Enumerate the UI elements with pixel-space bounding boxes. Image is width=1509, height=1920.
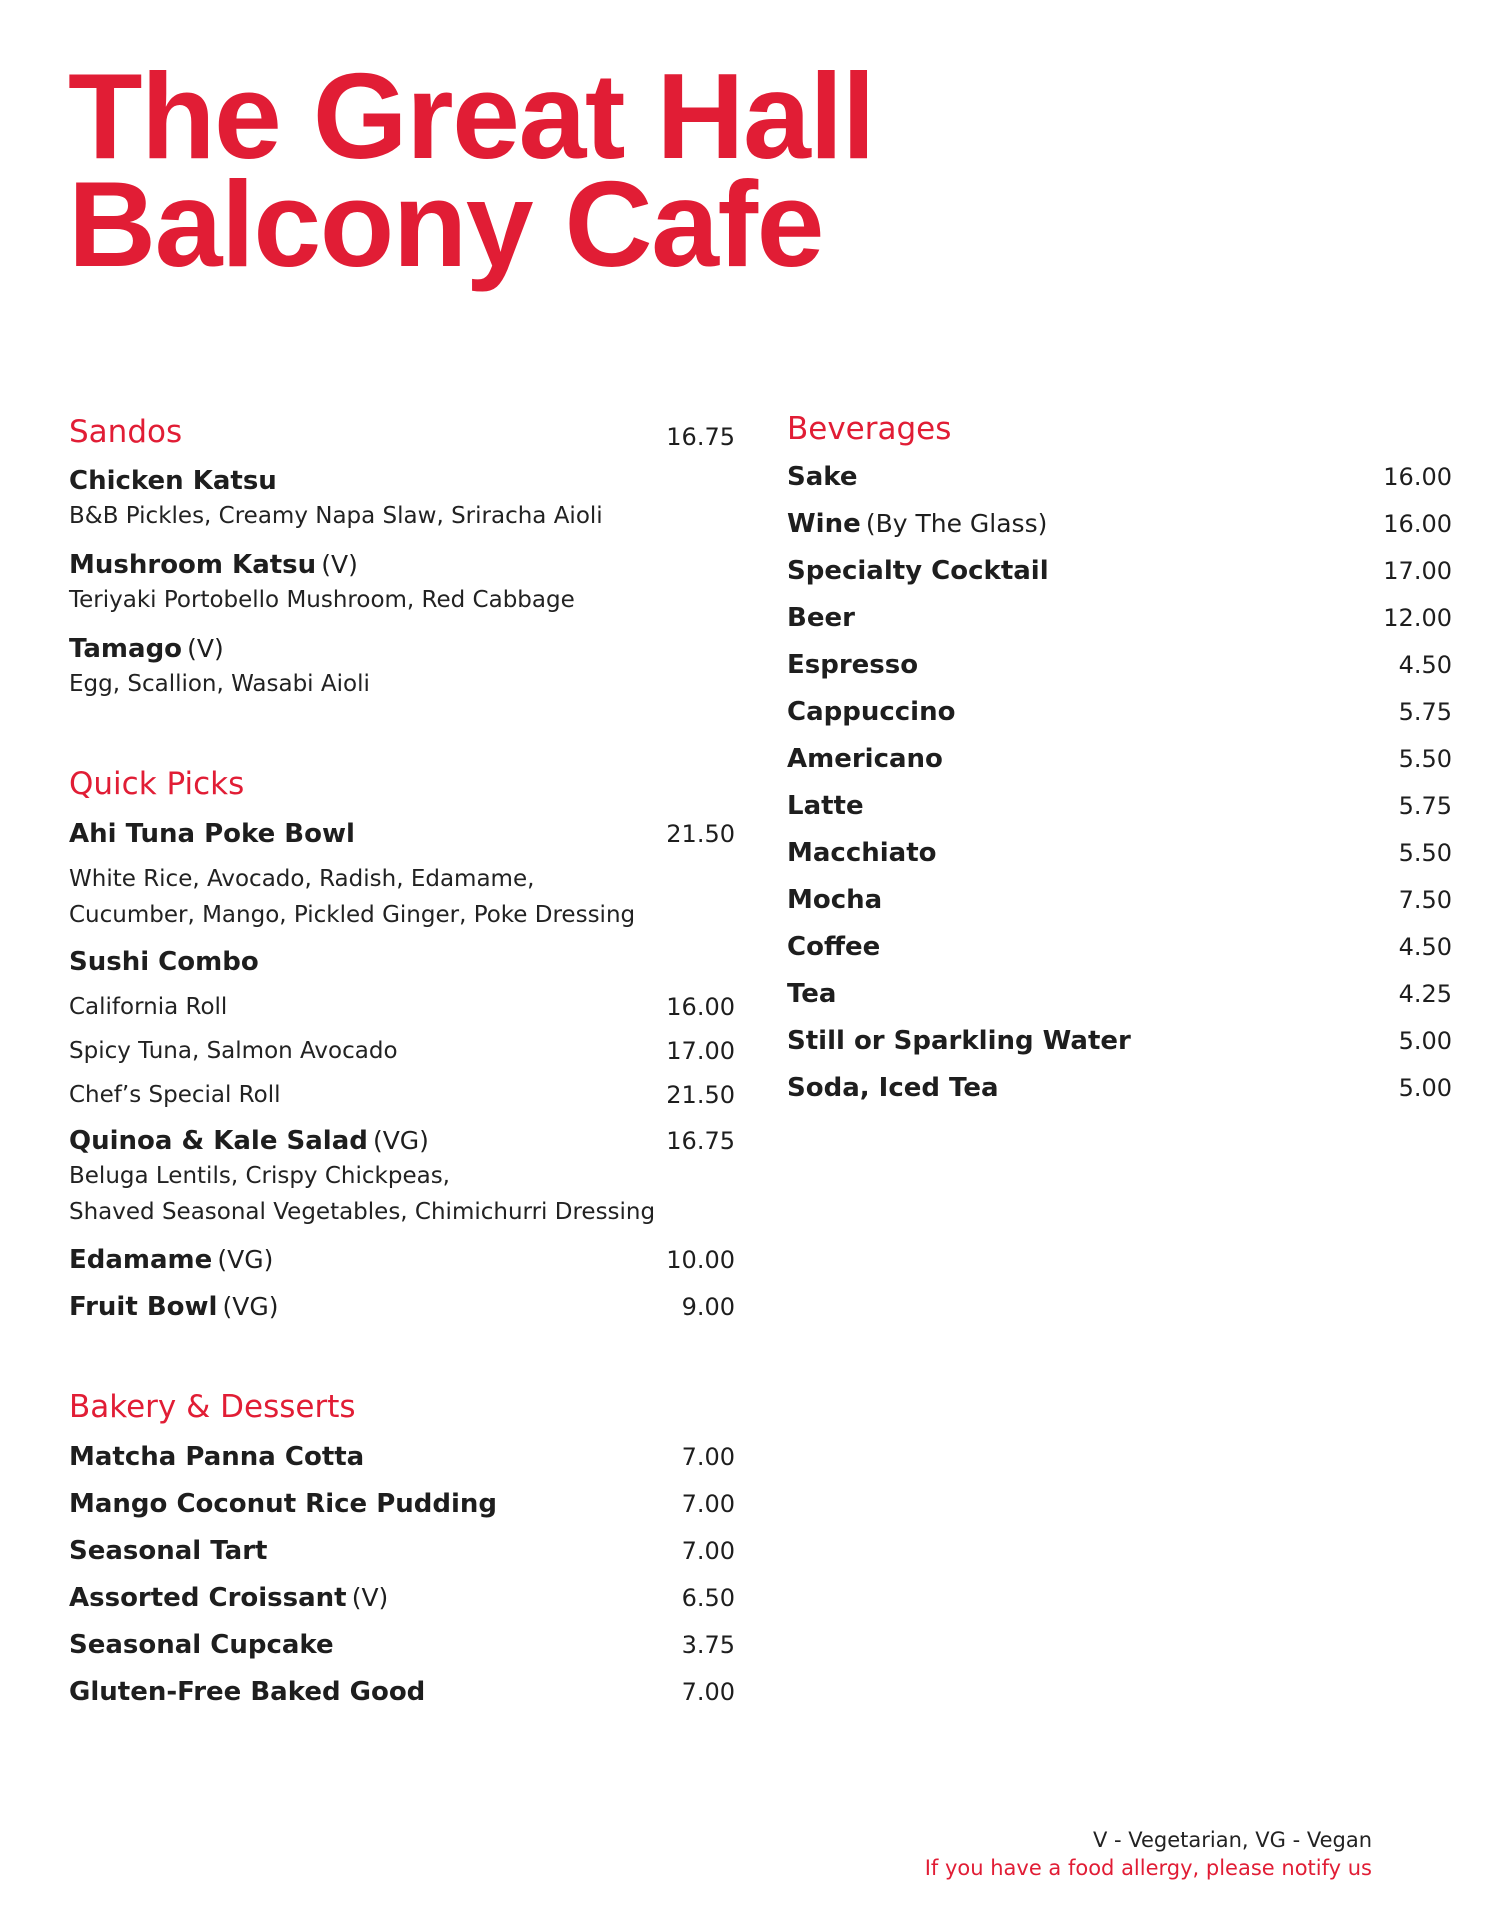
item-name: Mushroom Katsu bbox=[69, 550, 317, 580]
menu-item bbox=[69, 1534, 735, 1568]
item-name: Mango Coconut Rice Pudding bbox=[69, 1489, 498, 1519]
item-price: 4.50 bbox=[1398, 933, 1452, 961]
item-name: Still or Sparkling Water bbox=[787, 1026, 1131, 1056]
item-description: B&B Pickles, Creamy Napa Slaw, Sriracha Aioli bbox=[69, 503, 603, 529]
option-name: California Roll bbox=[69, 994, 228, 1020]
item-name: Gluten-Free Baked Good bbox=[69, 1677, 426, 1707]
footer-notes bbox=[925, 1826, 1372, 1882]
menu-item bbox=[787, 1024, 1452, 1058]
item-tag: (VG) bbox=[372, 1126, 429, 1155]
item-name: Chicken Katsu bbox=[69, 466, 277, 496]
item-description: Beluga Lentils, Crispy Chickpeas, bbox=[69, 1163, 450, 1189]
item-price: 7.00 bbox=[681, 1537, 735, 1565]
menu-item bbox=[787, 789, 1452, 823]
menu-item bbox=[69, 632, 735, 702]
item-price: 16.00 bbox=[1383, 510, 1452, 538]
item-tag: (V) bbox=[351, 1583, 389, 1612]
option-price: 21.50 bbox=[666, 1081, 735, 1109]
menu-item bbox=[69, 1290, 735, 1324]
section-price: 16.75 bbox=[666, 423, 735, 451]
item-name: Macchiato bbox=[787, 838, 937, 868]
title-line-1: The Great Hall bbox=[68, 48, 875, 184]
sushi-option bbox=[69, 990, 735, 1024]
menu-item bbox=[69, 945, 735, 979]
item-price: 7.00 bbox=[681, 1490, 735, 1518]
item-name: Beer bbox=[787, 603, 855, 633]
menu-item bbox=[787, 977, 1452, 1011]
item-price: 4.50 bbox=[1398, 651, 1452, 679]
item-price: 16.00 bbox=[1383, 463, 1452, 491]
item-name: Cappuccino bbox=[787, 697, 956, 727]
section-quick-picks bbox=[69, 764, 735, 804]
menu-item bbox=[787, 460, 1452, 494]
item-name: Edamame bbox=[69, 1245, 213, 1275]
sushi-option bbox=[69, 1034, 735, 1068]
menu-item bbox=[69, 1675, 735, 1709]
item-price: 5.00 bbox=[1398, 1074, 1452, 1102]
item-price: 3.75 bbox=[681, 1631, 735, 1659]
option-name: Chef’s Special Roll bbox=[69, 1082, 281, 1108]
menu-item bbox=[69, 1628, 735, 1662]
item-description: Cucumber, Mango, Pickled Ginger, Poke Dressing bbox=[69, 902, 636, 928]
option-price: 16.00 bbox=[666, 993, 735, 1021]
item-name: Espresso bbox=[787, 650, 919, 680]
menu-item bbox=[787, 554, 1452, 588]
item-name: Specialty Cocktail bbox=[787, 556, 1049, 586]
menu-item bbox=[787, 601, 1452, 635]
menu-item bbox=[787, 883, 1452, 917]
item-tag: (By The Glass) bbox=[865, 509, 1048, 538]
item-name: Sake bbox=[787, 462, 858, 492]
menu-item bbox=[69, 464, 735, 534]
item-price: 4.25 bbox=[1398, 980, 1452, 1008]
item-tag: (VG) bbox=[222, 1292, 279, 1321]
item-tag: (V) bbox=[187, 634, 224, 663]
menu-item bbox=[69, 1487, 735, 1521]
menu-item bbox=[787, 507, 1452, 541]
menu-item bbox=[787, 930, 1452, 964]
section-beverages bbox=[787, 409, 1452, 449]
item-description: Shaved Seasonal Vegetables, Chimichurri Dressing bbox=[69, 1199, 656, 1225]
item-name: Soda, Iced Tea bbox=[787, 1073, 999, 1103]
item-description: Egg, Scallion, Wasabi Aioli bbox=[69, 671, 370, 697]
item-price: 7.00 bbox=[681, 1443, 735, 1471]
sushi-option bbox=[69, 1078, 735, 1112]
item-tag: (VG) bbox=[217, 1245, 274, 1274]
item-name: Seasonal Tart bbox=[69, 1536, 268, 1566]
menu-item bbox=[787, 695, 1452, 729]
left-column bbox=[69, 0, 735, 1800]
section-sandos bbox=[69, 412, 735, 452]
menu-item bbox=[69, 1124, 735, 1230]
item-name: Sushi Combo bbox=[69, 947, 259, 977]
item-price: 7.50 bbox=[1398, 886, 1452, 914]
item-price: 16.75 bbox=[666, 1127, 735, 1155]
item-name: Tamago bbox=[69, 634, 183, 664]
item-price: 5.75 bbox=[1398, 698, 1452, 726]
item-price: 17.00 bbox=[1383, 557, 1452, 585]
menu-item bbox=[69, 817, 735, 933]
item-name: Mocha bbox=[787, 885, 883, 915]
item-description: Teriyaki Portobello Mushroom, Red Cabbage bbox=[69, 587, 575, 613]
menu-item bbox=[69, 1440, 735, 1474]
item-name: Wine bbox=[787, 509, 861, 539]
item-name: Assorted Croissant bbox=[69, 1583, 347, 1613]
menu-item bbox=[787, 648, 1452, 682]
option-price: 17.00 bbox=[666, 1037, 735, 1065]
item-name: Ahi Tuna Poke Bowl bbox=[69, 819, 355, 849]
menu-item bbox=[69, 1243, 735, 1277]
menu-item bbox=[69, 1581, 735, 1615]
item-price: 9.00 bbox=[681, 1293, 735, 1321]
right-column bbox=[787, 0, 1452, 1200]
item-name: Coffee bbox=[787, 932, 881, 962]
item-tag: (V) bbox=[321, 550, 358, 579]
menu-item bbox=[787, 836, 1452, 870]
item-price: 6.50 bbox=[681, 1584, 735, 1612]
diet-legend: V - Vegetarian, VG - Vegan bbox=[1092, 1828, 1372, 1852]
item-price: 21.50 bbox=[666, 820, 735, 848]
item-name: Seasonal Cupcake bbox=[69, 1630, 334, 1660]
item-name: Fruit Bowl bbox=[69, 1292, 218, 1322]
option-name: Spicy Tuna, Salmon Avocado bbox=[69, 1038, 398, 1064]
item-price: 5.50 bbox=[1398, 745, 1452, 773]
menu-item bbox=[69, 548, 735, 618]
item-price: 5.50 bbox=[1398, 839, 1452, 867]
section-heading: Quick Picks bbox=[69, 766, 245, 802]
item-name: Matcha Panna Cotta bbox=[69, 1442, 365, 1472]
title-line-2: Balcony Cafe bbox=[68, 156, 823, 292]
section-heading: Beverages bbox=[787, 411, 952, 447]
menu-item bbox=[787, 742, 1452, 776]
item-name: Americano bbox=[787, 744, 943, 774]
item-price: 7.00 bbox=[681, 1678, 735, 1706]
item-name: Latte bbox=[787, 791, 864, 821]
section-heading: Bakery & Desserts bbox=[69, 1389, 356, 1425]
item-price: 10.00 bbox=[666, 1246, 735, 1274]
item-description: White Rice, Avocado, Radish, Edamame, bbox=[69, 866, 535, 892]
section-heading: Sandos bbox=[69, 414, 183, 450]
section-bakery-desserts bbox=[69, 1387, 735, 1427]
item-name: Tea bbox=[787, 979, 837, 1009]
item-price: 5.75 bbox=[1398, 792, 1452, 820]
menu-item bbox=[787, 1071, 1452, 1105]
item-name: Quinoa & Kale Salad bbox=[69, 1126, 368, 1156]
allergy-notice: If you have a food allergy, please notify us bbox=[924, 1856, 1372, 1880]
item-price: 12.00 bbox=[1383, 604, 1452, 632]
item-price: 5.00 bbox=[1398, 1027, 1452, 1055]
